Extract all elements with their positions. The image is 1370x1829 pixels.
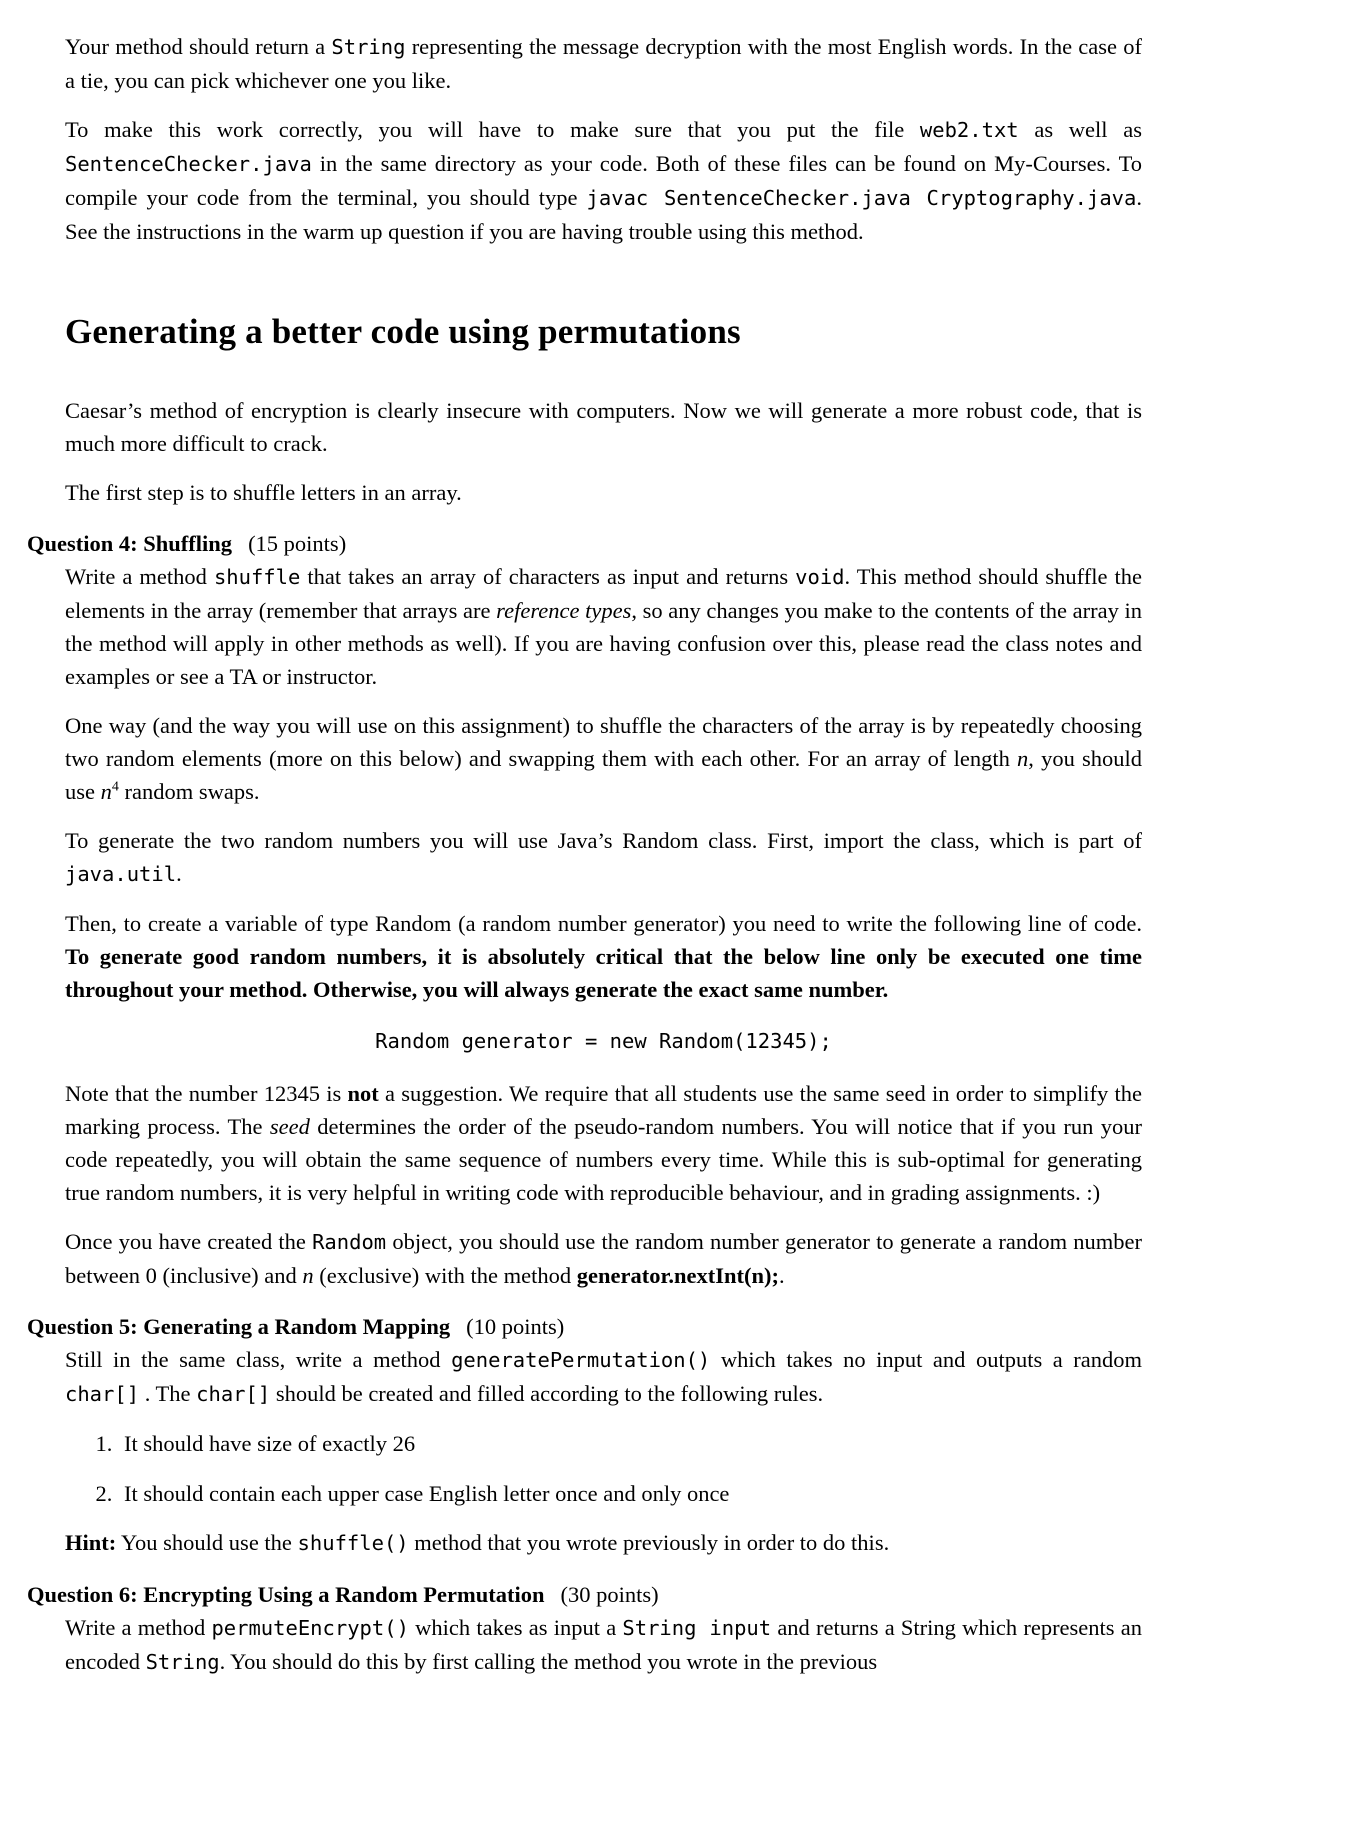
- text-run: (exclusive) with the method: [313, 1263, 577, 1288]
- para-q5-body: [65, 1343, 1142, 1411]
- text-run: It should have size of exactly 26: [124, 1431, 416, 1456]
- para-q4-body: [65, 560, 1142, 693]
- text-run: random swaps.: [118, 779, 260, 804]
- para-setup-files: [65, 113, 1142, 248]
- question-title: Question 5: Generating a Random Mapping: [27, 1314, 451, 1339]
- text-run: representing the message decryption with the most English words. In the case of a tie, you can pick whichever one you like.: [65, 34, 1142, 93]
- code-run: java.util: [65, 862, 177, 886]
- text-run: To generate the two random numbers you will use Java’s Random class. First, import the class, which is part of: [65, 828, 1142, 853]
- text-run: Write a method: [65, 1615, 212, 1640]
- text-run: One way (and the way you will use on this assignment) to shuffle the characters of the array is by repeatedly choosing two random elements (more on this below) and swapping them with each other. For an array of length: [65, 713, 1142, 771]
- para-first-step: [65, 476, 1142, 509]
- question-6-heading: [27, 1578, 1142, 1611]
- text-run: should be created and filled according to the following rules.: [270, 1381, 824, 1406]
- list-item: [118, 1477, 1142, 1510]
- section-heading-permutations: Generating a better code using permutations: [65, 312, 741, 351]
- code-run: char[]: [65, 1382, 140, 1406]
- text-run: To make this work correctly, you will have to make sure that you put the file: [65, 117, 920, 142]
- sup-run: 4: [111, 779, 119, 795]
- text-run: as well as: [1018, 117, 1142, 142]
- para-random-variable: [65, 907, 1142, 1006]
- question-title: Question 6: Encrypting Using a Random Permutation: [27, 1582, 545, 1607]
- text-run: in the same directory as your code. Both of these files can be found on My-Courses. To compile your code from the terminal, you should type: [65, 151, 1142, 210]
- i-run: seed: [269, 1114, 310, 1139]
- para-q6-body: [65, 1611, 1142, 1679]
- text-run: that takes an array of characters as input and returns: [300, 564, 796, 589]
- question-points: (15 points): [248, 531, 347, 556]
- code-run: char[]: [196, 1382, 271, 1406]
- document-content: [27, 30, 1143, 1679]
- text-run: a suggestion. We require that all students use the same seed in order to simplify the marking process. The: [65, 1081, 1142, 1139]
- text-run: and returns a String which represents an encoded: [65, 1615, 1142, 1674]
- i-run: n: [302, 1263, 314, 1288]
- i-run: n: [100, 779, 112, 804]
- text-run: Write a method: [65, 564, 214, 589]
- code-run: String: [145, 1650, 220, 1674]
- code-run: javac SentenceChecker.java Cryptography.java: [586, 186, 1137, 210]
- text-run: Caesar’s method of encryption is clearly insecure with computers. Now we will generate a more robust code, that is much more difficult to crack.: [65, 398, 1142, 456]
- i-run: n: [1017, 746, 1029, 771]
- text-run: It should contain each upper case English letter once and only once: [124, 1481, 730, 1506]
- text-run: The first step is to shuffle letters in an array.: [65, 480, 462, 505]
- code-run: SentenceChecker.java: [65, 152, 312, 176]
- question-4-heading: [27, 527, 1142, 560]
- code-run: generatePermutation(): [451, 1348, 711, 1372]
- text-run: , so any changes you make to the contents of the array in the method will apply in other methods as well). If you are having confusion over this, please read the class notes and examples or see a TA or instructor.: [65, 598, 1143, 689]
- text-run: .: [176, 861, 182, 886]
- b-run: generator.nextInt(n);: [576, 1263, 779, 1288]
- text-run: Then, to create a variable of type Random (a random number generator) you need to write the following line of code.: [65, 911, 1142, 936]
- code-run: permuteEncrypt(): [211, 1616, 409, 1640]
- code-run: Random: [312, 1230, 387, 1254]
- question-title: Question 4: Shuffling: [27, 531, 233, 556]
- text-run: determines the order of the pseudo-random numbers. You will notice that if you run your code repeatedly, you will obtain the same sequence of numbers every time. While this is sub-optimal for generating true random numbers, it is very helpful in writing code with reproducible behaviour, and in grading assignments. :): [65, 1114, 1142, 1205]
- text-run: Once you have created the: [65, 1229, 313, 1254]
- list-item: [118, 1427, 1142, 1460]
- text-run: . You should do this by first calling the method you wrote in the previous: [219, 1649, 878, 1674]
- text-run: object, you should use the random number generator to generate a random number between 0 (inclusive) and: [65, 1229, 1142, 1288]
- text-run: Note that the number 12345 is: [65, 1081, 348, 1106]
- text-run: method that you wrote previously in order to do this.: [408, 1530, 890, 1555]
- b-run: To generate good random numbers, it is absolutely critical that the below line only be executed one time throughout your method. Otherwise, you will always generate the exact same number.: [65, 944, 1142, 1002]
- rules-list: [65, 1427, 1142, 1510]
- text-run: , you should use: [65, 746, 1142, 804]
- b-run: Hint:: [65, 1530, 117, 1555]
- para-caesar-insecure: [65, 394, 1142, 460]
- code-run: shuffle(): [297, 1531, 409, 1555]
- para-shuffle-swaps: [65, 709, 1142, 808]
- text-run: . This method should shuffle the elements in the array (remember that arrays are: [65, 564, 1143, 623]
- code-run: shuffle: [213, 565, 301, 589]
- para-nextint: [65, 1225, 1142, 1292]
- code-run: String: [331, 35, 406, 59]
- b-run: not: [347, 1081, 379, 1106]
- question-points: (10 points): [466, 1314, 565, 1339]
- code-run: String input: [622, 1616, 772, 1640]
- text-run: . See the instructions in the warm up question if you are having trouble using this method.: [65, 185, 1142, 244]
- text-run: Still in the same class, write a method: [65, 1347, 452, 1372]
- text-run: Your method should return a: [65, 34, 332, 59]
- code-run: void: [795, 565, 845, 589]
- code-run: web2.txt: [919, 118, 1019, 142]
- text-run: You should use the: [116, 1530, 298, 1555]
- text-run: . The: [139, 1381, 197, 1406]
- question-points: (30 points): [560, 1582, 659, 1607]
- text-run: .: [779, 1263, 785, 1288]
- para-hint: [65, 1526, 1142, 1560]
- para-intro-return: [65, 30, 1142, 97]
- para-random-class: [65, 824, 1142, 891]
- code-random-seed: Random generator = new Random(12345);: [375, 1029, 832, 1053]
- question-5-heading: [27, 1310, 1142, 1343]
- para-seed-note: [65, 1077, 1142, 1209]
- text-run: which takes as input a: [408, 1615, 623, 1640]
- i-run: reference types: [496, 598, 632, 623]
- text-run: which takes no input and outputs a random: [710, 1347, 1142, 1372]
